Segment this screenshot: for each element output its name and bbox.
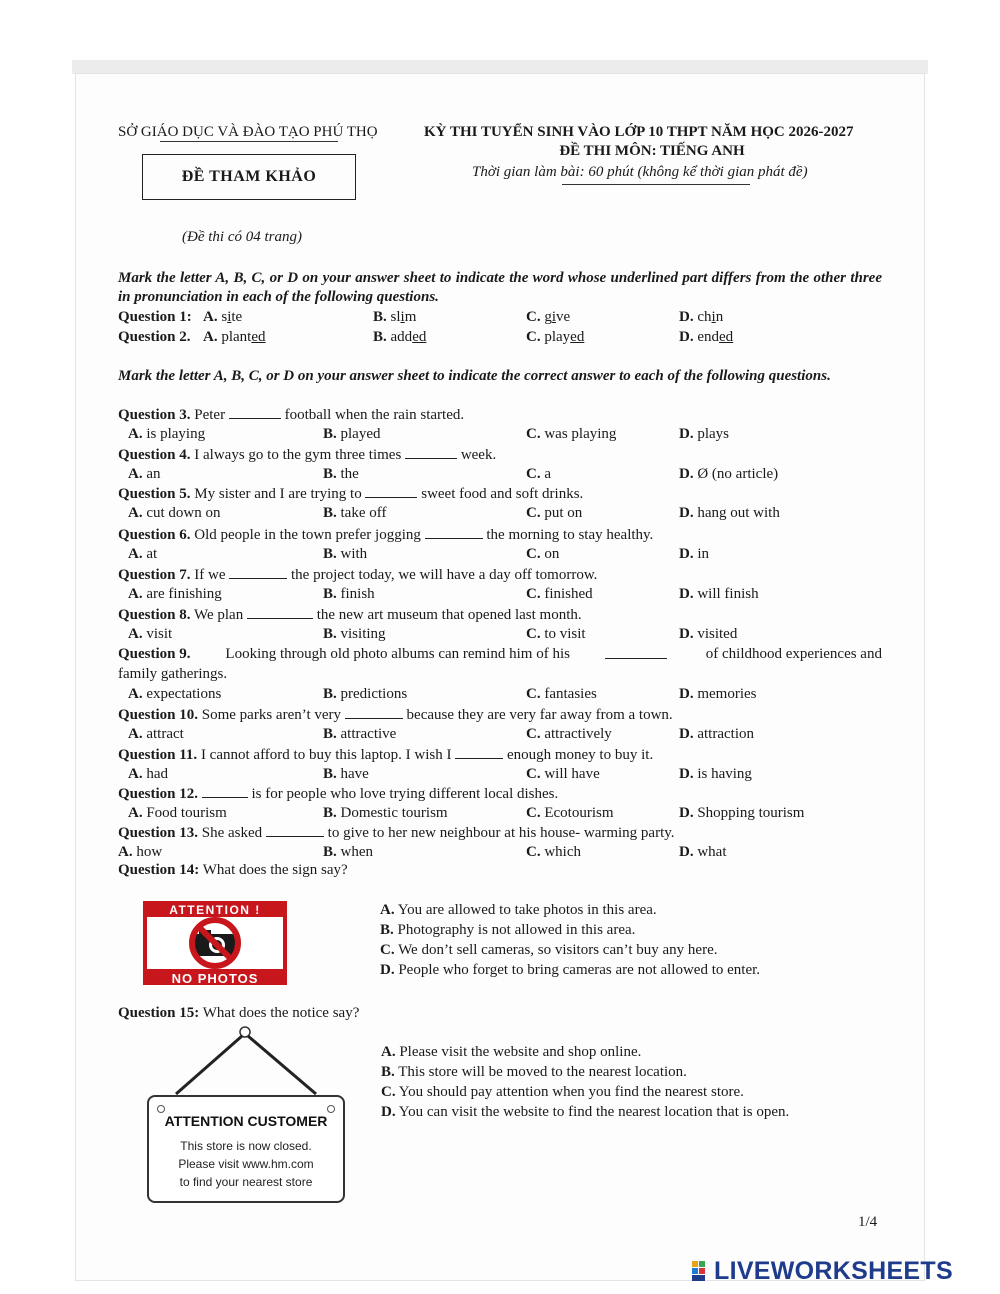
question-9-stem-continued: family gatherings. bbox=[118, 666, 228, 682]
option-text: will have bbox=[544, 766, 600, 782]
option-letter: C. bbox=[526, 766, 541, 782]
option-letter: C. bbox=[526, 844, 541, 860]
question-1-option[interactable] bbox=[373, 308, 416, 327]
stem-text: enough money to buy it. bbox=[506, 747, 654, 763]
department-underline bbox=[160, 141, 338, 142]
section2-instruction: Mark the letter A, B, C, or D on your answer sheet to indicate the correct answer to each of the following questions. bbox=[118, 368, 831, 384]
question-9-option[interactable] bbox=[128, 685, 221, 704]
underlined-part: ed bbox=[412, 329, 427, 345]
question-8-stem bbox=[118, 605, 582, 625]
option-letter: D. bbox=[679, 844, 694, 860]
option-text: Ø (no article) bbox=[697, 466, 779, 482]
question-12-option[interactable] bbox=[128, 804, 227, 823]
question-13-stem bbox=[118, 823, 675, 843]
option-letter: A. bbox=[203, 309, 218, 325]
option-text: visited bbox=[697, 626, 738, 642]
question-5-option[interactable] bbox=[679, 504, 780, 523]
stem-text: the project today, we will have a day off tomorrow. bbox=[291, 567, 598, 583]
question-13-option[interactable] bbox=[323, 843, 373, 862]
option-letter: A. bbox=[128, 426, 143, 442]
option-text: when bbox=[340, 844, 374, 860]
option-letter: A. bbox=[203, 329, 218, 345]
question-4-option[interactable] bbox=[679, 465, 778, 484]
option-letter: D. bbox=[679, 586, 694, 602]
question-11-stem bbox=[118, 745, 653, 765]
option-letter: C. bbox=[526, 586, 541, 602]
question-7-stem bbox=[118, 565, 597, 585]
option-word-part: g bbox=[544, 309, 552, 325]
answer-blank[interactable] bbox=[425, 525, 483, 539]
question-4-option[interactable] bbox=[128, 465, 161, 484]
question-7-option[interactable] bbox=[323, 585, 375, 604]
stem-text: We plan bbox=[194, 607, 244, 623]
answer-blank[interactable] bbox=[247, 605, 313, 619]
option-text: how bbox=[136, 844, 163, 860]
store-closed-notice bbox=[147, 1095, 345, 1203]
question-14-option[interactable] bbox=[380, 901, 657, 920]
option-letter: D. bbox=[679, 546, 694, 562]
option-letter: B. bbox=[323, 805, 337, 821]
question-14-option[interactable] bbox=[380, 961, 760, 980]
option-word-part: ch bbox=[697, 309, 712, 325]
option-text: You can visit the website to find the nearest location that is open. bbox=[398, 1104, 790, 1120]
exam-title: KỲ THI TUYỂN SINH VÀO LỚP 10 THPT NĂM HỌC 2026-2027 bbox=[424, 124, 854, 140]
option-text: a bbox=[544, 466, 552, 482]
question-6-option[interactable] bbox=[679, 545, 709, 564]
option-letter: B. bbox=[323, 844, 337, 860]
option-letter: C. bbox=[526, 626, 541, 642]
option-letter: B. bbox=[373, 329, 387, 345]
stem-text: She asked bbox=[201, 825, 263, 841]
option-text: fantasies bbox=[544, 686, 597, 702]
option-letter: D. bbox=[381, 1104, 396, 1120]
option-word-part: add bbox=[390, 329, 413, 345]
question-7-option[interactable] bbox=[679, 585, 759, 604]
question-3-option[interactable] bbox=[526, 425, 616, 444]
option-text: at bbox=[146, 546, 158, 562]
option-letter: C. bbox=[526, 546, 541, 562]
question-4-option[interactable] bbox=[526, 465, 551, 484]
option-letter: A. bbox=[128, 805, 143, 821]
option-letter: C. bbox=[526, 466, 541, 482]
notice-line: This store is now closed. bbox=[180, 1139, 312, 1153]
option-text: visit bbox=[146, 626, 173, 642]
underlined-part: ed bbox=[251, 329, 266, 345]
option-text: This store will be moved to the nearest location. bbox=[398, 1064, 687, 1080]
question-10-stem bbox=[118, 705, 673, 725]
question-3-stem bbox=[118, 405, 464, 425]
question-8-option[interactable] bbox=[323, 625, 386, 644]
option-letter: B. bbox=[323, 586, 337, 602]
option-letter: B. bbox=[323, 426, 337, 442]
notice-line: to find your nearest store bbox=[179, 1175, 313, 1189]
top-band bbox=[72, 60, 928, 74]
stem-text: Some parks aren’t very bbox=[201, 707, 342, 723]
question-4-stem bbox=[118, 445, 496, 465]
question-15-option[interactable] bbox=[381, 1043, 641, 1062]
question-9-option[interactable] bbox=[679, 685, 757, 704]
option-text: have bbox=[340, 766, 369, 782]
pages-note: (Đề thi có 04 trang) bbox=[182, 229, 302, 245]
underlined-part: i bbox=[227, 309, 232, 325]
option-letter: C. bbox=[526, 329, 541, 345]
stem-text: the morning to stay healthy. bbox=[486, 527, 654, 543]
stem-text: If we bbox=[194, 567, 226, 583]
stem-text: My sister and I are trying to bbox=[194, 486, 362, 502]
department-name: SỞ GIÁO DỤC VÀ ĐÀO TẠO PHÚ THỌ bbox=[118, 124, 378, 140]
question-10-option[interactable] bbox=[128, 725, 184, 744]
question-6-option[interactable] bbox=[128, 545, 157, 564]
option-letter: A. bbox=[128, 626, 143, 642]
option-letter: A. bbox=[128, 686, 143, 702]
option-letter: C. bbox=[381, 1084, 396, 1100]
hanging-string bbox=[170, 1024, 330, 1098]
answer-blank[interactable] bbox=[605, 645, 667, 659]
question-8-label: Question 8. bbox=[118, 607, 191, 623]
option-letter: B. bbox=[323, 766, 337, 782]
option-text: with bbox=[340, 546, 368, 562]
stem-text: of childhood experiences and bbox=[705, 646, 882, 662]
question-5-option[interactable] bbox=[526, 504, 582, 523]
answer-blank[interactable] bbox=[345, 705, 403, 719]
option-text: Ecotourism bbox=[544, 805, 614, 821]
option-letter: B. bbox=[381, 1064, 395, 1080]
question-1-option[interactable] bbox=[526, 308, 570, 327]
question-14-prompt: What does the sign say? bbox=[202, 862, 348, 878]
option-word-part: n bbox=[715, 309, 724, 325]
option-letter: D. bbox=[679, 466, 694, 482]
option-text: played bbox=[340, 426, 381, 442]
option-letter: B. bbox=[323, 686, 337, 702]
option-text: on bbox=[544, 546, 560, 562]
option-letter: B. bbox=[323, 546, 337, 562]
stem-text: week. bbox=[460, 447, 497, 463]
question-12-stem bbox=[118, 784, 558, 804]
question-9-stem bbox=[118, 645, 882, 664]
option-letter: A. bbox=[128, 726, 143, 742]
option-text: the bbox=[340, 466, 359, 482]
question-10-option[interactable] bbox=[526, 725, 612, 744]
question-5-label: Question 5. bbox=[118, 486, 191, 502]
question-2-option[interactable] bbox=[203, 328, 266, 347]
question-12-option[interactable] bbox=[323, 804, 448, 823]
option-text: Food tourism bbox=[146, 805, 227, 821]
question-13-label: Question 13. bbox=[118, 825, 199, 841]
question-11-option[interactable] bbox=[128, 765, 168, 784]
option-letter: C. bbox=[526, 309, 541, 325]
option-text: attract bbox=[146, 726, 184, 742]
question-7-option[interactable] bbox=[526, 585, 593, 604]
option-text: are finishing bbox=[146, 586, 222, 602]
option-text: We don’t sell cameras, so visitors can’t buy any here. bbox=[398, 942, 718, 958]
question-14-stem bbox=[118, 861, 348, 880]
option-text: is having bbox=[697, 766, 752, 782]
stem-text: Old people in the town prefer jogging bbox=[194, 527, 421, 543]
option-letter: A. bbox=[128, 505, 143, 521]
stem-text: football when the rain started. bbox=[284, 407, 465, 423]
sign-bottom-text: NO PHOTOS bbox=[171, 971, 259, 986]
option-text: finished bbox=[544, 586, 593, 602]
option-text: in bbox=[697, 546, 710, 562]
option-letter: B. bbox=[323, 466, 337, 482]
option-letter: D. bbox=[679, 805, 694, 821]
option-letter: B. bbox=[380, 922, 394, 938]
stem-text: sweet food and soft drinks. bbox=[421, 486, 584, 502]
answer-blank[interactable] bbox=[405, 445, 457, 459]
time-underline bbox=[562, 184, 750, 185]
option-letter: B. bbox=[323, 726, 337, 742]
question-15-label: Question 15: bbox=[118, 1005, 200, 1021]
question-5-option[interactable] bbox=[323, 504, 386, 523]
option-text: attractive bbox=[340, 726, 397, 742]
option-text: You should pay attention when you find the nearest store. bbox=[398, 1084, 744, 1100]
option-text: cut down on bbox=[146, 505, 221, 521]
underlined-part: ed bbox=[719, 329, 734, 345]
option-text: attraction bbox=[697, 726, 754, 742]
option-text: plays bbox=[697, 426, 730, 442]
answer-blank[interactable] bbox=[229, 565, 287, 579]
option-letter: D. bbox=[380, 962, 395, 978]
answer-blank[interactable] bbox=[229, 405, 281, 419]
option-text: to visit bbox=[544, 626, 586, 642]
question-3-label: Question 3. bbox=[118, 407, 191, 423]
question-10-option[interactable] bbox=[323, 725, 396, 744]
answer-blank[interactable] bbox=[455, 745, 503, 759]
option-word-part: m bbox=[404, 309, 417, 325]
question-12-option[interactable] bbox=[679, 804, 804, 823]
question-14-option[interactable] bbox=[380, 921, 635, 940]
option-letter: B. bbox=[373, 309, 387, 325]
stem-text: to give to her new neighbour at his house- warming party. bbox=[327, 825, 675, 841]
section1-instruction: Mark the letter A, B, C, or D on your answer sheet to indicate the word whose underlined part differs from the other three in pronunciation in each of the following questions. bbox=[118, 270, 882, 305]
question-7-option[interactable] bbox=[128, 585, 222, 604]
option-letter: C. bbox=[526, 505, 541, 521]
option-word-part: play bbox=[544, 329, 571, 345]
option-text: Domestic tourism bbox=[340, 805, 448, 821]
option-text: People who forget to bring cameras are not allowed to enter. bbox=[398, 962, 761, 978]
option-text: predictions bbox=[340, 686, 408, 702]
option-word-part: ve bbox=[556, 309, 571, 325]
option-text: expectations bbox=[146, 686, 222, 702]
question-15-stem bbox=[118, 1004, 359, 1023]
page-number: 1/4 bbox=[858, 1214, 878, 1230]
option-text: an bbox=[146, 466, 161, 482]
no-camera-icon bbox=[147, 917, 283, 969]
option-text: was playing bbox=[544, 426, 617, 442]
question-11-option[interactable] bbox=[323, 765, 369, 784]
question-2-option[interactable] bbox=[679, 328, 733, 347]
stem-text: I always go to the gym three times bbox=[194, 447, 402, 463]
option-letter: C. bbox=[380, 942, 395, 958]
option-text: Shopping tourism bbox=[697, 805, 805, 821]
stem-text: the new art museum that opened last month. bbox=[316, 607, 582, 623]
sign-top-text: ATTENTION ! bbox=[169, 903, 261, 917]
option-letter: A. bbox=[128, 586, 143, 602]
option-word-part: sl bbox=[390, 309, 401, 325]
question-3-option[interactable] bbox=[679, 425, 729, 444]
option-word-part: te bbox=[231, 309, 243, 325]
question-13-option[interactable] bbox=[679, 843, 727, 862]
answer-blank[interactable] bbox=[202, 784, 248, 798]
question-8-option[interactable] bbox=[128, 625, 172, 644]
option-letter: C. bbox=[526, 805, 541, 821]
question-14-label: Question 14: bbox=[118, 862, 200, 878]
question-3-option[interactable] bbox=[323, 425, 381, 444]
option-text: Please visit the website and shop online. bbox=[399, 1044, 642, 1060]
option-word-part: s bbox=[221, 309, 228, 325]
option-letter: D. bbox=[679, 626, 694, 642]
question-10-option[interactable] bbox=[679, 725, 754, 744]
question-9-option[interactable] bbox=[323, 685, 407, 704]
question-15-prompt: What does the notice say? bbox=[202, 1005, 360, 1021]
question-1-option[interactable] bbox=[679, 308, 723, 327]
stem-text: I cannot afford to buy this laptop. I wish I bbox=[200, 747, 452, 763]
option-letter: A. bbox=[128, 466, 143, 482]
option-text: visiting bbox=[340, 626, 386, 642]
option-letter: B. bbox=[323, 505, 337, 521]
option-letter: C. bbox=[526, 726, 541, 742]
time-note: Thời gian làm bài: 60 phút (không kể thời gian phát đề) bbox=[472, 164, 808, 180]
question-9-label: Question 9. bbox=[118, 646, 191, 662]
underlined-part: i bbox=[551, 309, 557, 325]
question-15-option[interactable] bbox=[381, 1063, 687, 1082]
option-letter: A. bbox=[128, 766, 143, 782]
option-letter: D. bbox=[679, 726, 694, 742]
option-text: hang out with bbox=[697, 505, 780, 521]
exam-subject: ĐỀ THI MÔN: TIẾNG ANH bbox=[559, 143, 745, 159]
question-8-option[interactable] bbox=[526, 625, 586, 644]
underlined-part: i bbox=[711, 309, 716, 325]
answer-blank[interactable] bbox=[266, 823, 324, 837]
option-word-part: plant bbox=[221, 329, 252, 345]
question-1-option[interactable] bbox=[203, 308, 242, 327]
option-letter: C. bbox=[526, 426, 541, 442]
option-text: finish bbox=[340, 586, 375, 602]
option-text: had bbox=[146, 766, 169, 782]
question-1-label: Question 1: bbox=[118, 309, 192, 325]
option-letter: D. bbox=[679, 329, 694, 345]
option-letter: D. bbox=[679, 505, 694, 521]
liveworksheets-icon bbox=[692, 1260, 712, 1282]
option-text: Photography is not allowed in this area. bbox=[397, 922, 636, 938]
question-15-option[interactable] bbox=[381, 1103, 789, 1122]
question-2-label: Question 2. bbox=[118, 329, 191, 345]
question-2-option[interactable] bbox=[526, 328, 584, 347]
question-6-label: Question 6. bbox=[118, 527, 191, 543]
notice-title: ATTENTION CUSTOMER bbox=[164, 1113, 328, 1129]
stem-text: Peter bbox=[194, 407, 226, 423]
option-text: is playing bbox=[146, 426, 206, 442]
option-text: put on bbox=[544, 505, 583, 521]
question-15-option[interactable] bbox=[381, 1083, 744, 1102]
question-10-label: Question 10. bbox=[118, 707, 199, 723]
question-11-option[interactable] bbox=[679, 765, 752, 784]
option-letter: D. bbox=[679, 309, 694, 325]
option-letter: A. bbox=[381, 1044, 396, 1060]
reference-label: ĐỀ THAM KHẢO bbox=[181, 168, 317, 185]
notice-hole-left bbox=[157, 1105, 165, 1113]
question-3-option[interactable] bbox=[128, 425, 205, 444]
option-text: what bbox=[697, 844, 727, 860]
option-text: which bbox=[544, 844, 582, 860]
no-photos-sign bbox=[143, 901, 287, 985]
question-13-option[interactable] bbox=[118, 843, 162, 862]
question-6-stem bbox=[118, 525, 653, 545]
option-letter: B. bbox=[323, 626, 337, 642]
question-6-option[interactable] bbox=[526, 545, 559, 564]
option-text: memories bbox=[697, 686, 757, 702]
question-8-option[interactable] bbox=[679, 625, 737, 644]
option-letter: A. bbox=[380, 902, 395, 918]
notice-line: Please visit www.hm.com bbox=[178, 1157, 314, 1171]
option-letter: D. bbox=[679, 426, 694, 442]
option-text: attractively bbox=[544, 726, 612, 742]
question-4-label: Question 4. bbox=[118, 447, 191, 463]
question-5-stem bbox=[118, 484, 583, 504]
liveworksheets-brand: LIVEWORKSHEETS bbox=[714, 1256, 953, 1285]
question-12-option[interactable] bbox=[526, 804, 614, 823]
stem-text: because they are very far away from a town. bbox=[406, 707, 673, 723]
reference-box bbox=[142, 154, 356, 200]
option-letter: D. bbox=[679, 686, 694, 702]
question-12-label: Question 12. bbox=[118, 786, 199, 802]
question-4-option[interactable] bbox=[323, 465, 359, 484]
underlined-part: ed bbox=[570, 329, 585, 345]
underlined-part: i bbox=[400, 309, 405, 325]
question-14-option[interactable] bbox=[380, 941, 717, 960]
option-letter: A. bbox=[118, 844, 133, 860]
answer-blank[interactable] bbox=[365, 484, 417, 498]
liveworksheets-logo[interactable] bbox=[692, 1256, 953, 1286]
option-text: take off bbox=[340, 505, 387, 521]
stem-text: is for people who love trying different local dishes. bbox=[251, 786, 559, 802]
question-5-option[interactable] bbox=[128, 504, 221, 523]
option-letter: D. bbox=[679, 766, 694, 782]
option-text: You are allowed to take photos in this area. bbox=[397, 902, 657, 918]
option-word-part: end bbox=[697, 329, 720, 345]
question-13-option[interactable] bbox=[526, 843, 581, 862]
notice-hole-right bbox=[327, 1105, 335, 1113]
question-11-option[interactable] bbox=[526, 765, 600, 784]
option-text: will finish bbox=[697, 586, 759, 602]
question-11-label: Question 11. bbox=[118, 747, 198, 763]
question-2-option[interactable] bbox=[373, 328, 426, 347]
question-6-option[interactable] bbox=[323, 545, 367, 564]
sign-panel bbox=[147, 917, 283, 969]
question-7-label: Question 7. bbox=[118, 567, 191, 583]
stem-text: Looking through old photo albums can remind him of his bbox=[225, 646, 570, 662]
option-letter: C. bbox=[526, 686, 541, 702]
option-letter: A. bbox=[128, 546, 143, 562]
question-9-option[interactable] bbox=[526, 685, 597, 704]
